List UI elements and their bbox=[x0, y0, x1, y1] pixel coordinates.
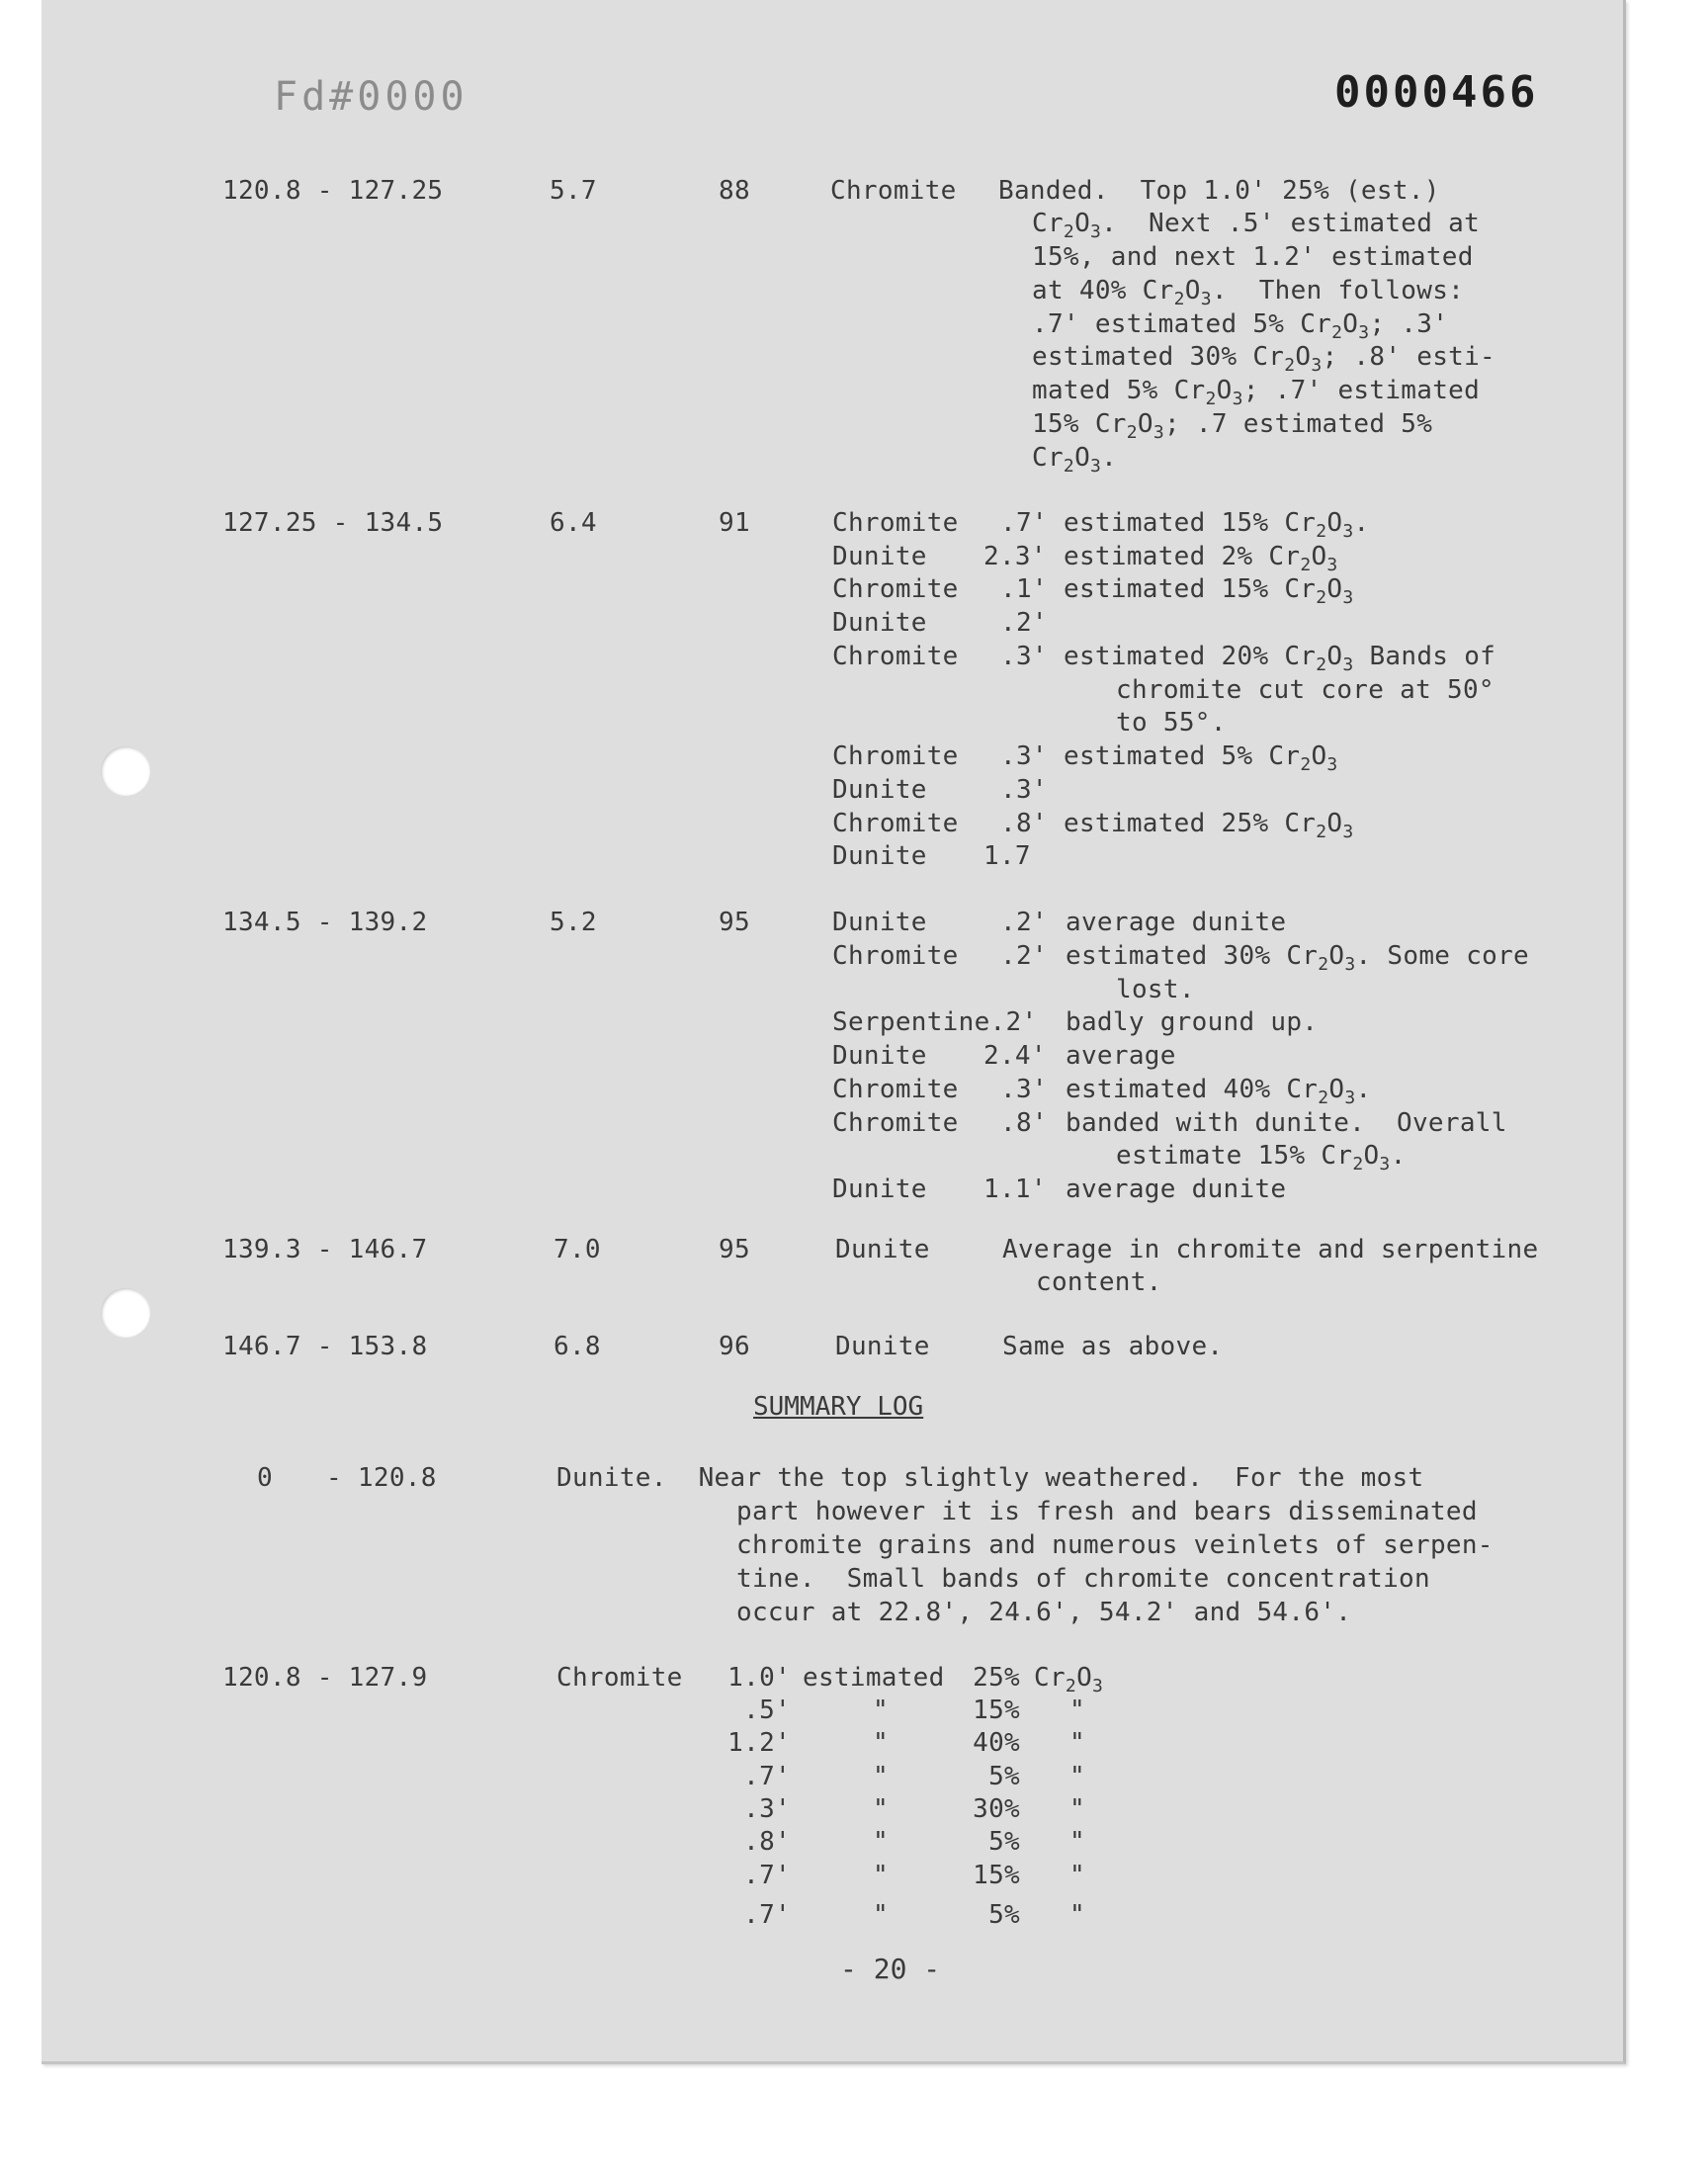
rock-type: Dunite bbox=[835, 1235, 930, 1264]
recovery-percent: 88 bbox=[719, 176, 750, 206]
percent-value: 30% bbox=[973, 1794, 1020, 1824]
description-line: 15% $Cr_2O_3$; .7 estimated 5% bbox=[1032, 409, 1433, 444]
file-stamp: Fd#0000 bbox=[274, 74, 469, 120]
description-line: at 40% $Cr_2O_3$. Then follows: bbox=[1032, 276, 1465, 310]
interval-length: .7' bbox=[1000, 508, 1048, 538]
description-line: mated 5% $Cr_2O_3$; .7' estimated bbox=[1032, 376, 1481, 410]
ditto-mark: " bbox=[1069, 1861, 1085, 1890]
interval-length: 1.0' bbox=[727, 1663, 791, 1693]
page-id-stamp: 0000466 bbox=[1334, 67, 1539, 118]
run-length: 6.8 bbox=[554, 1332, 601, 1361]
interval-length: 2.3' bbox=[983, 542, 1047, 571]
interval-note: estimated 20% $Cr_2O_3$ Bands of bbox=[1064, 642, 1496, 676]
depth-range: 127.25 - 134.5 bbox=[222, 508, 444, 538]
depth-range: 146.7 - 153.8 bbox=[222, 1332, 428, 1361]
rock-type: Dunite bbox=[832, 908, 927, 937]
interval-length: 1.1' bbox=[983, 1174, 1047, 1204]
depth-range: 120.8 - 127.9 bbox=[222, 1663, 428, 1693]
percent-value: 5% bbox=[988, 1900, 1020, 1930]
punch-hole bbox=[101, 746, 150, 796]
percent-value: 25% bbox=[973, 1663, 1020, 1693]
description-line: Banded. Top 1.0' 25% (est.) bbox=[998, 176, 1440, 206]
depth-range: 120.8 - 127.25 bbox=[222, 176, 444, 206]
recovery-percent: 95 bbox=[719, 1235, 750, 1264]
ditto-mark: " bbox=[873, 1827, 889, 1857]
ditto-mark: " bbox=[1069, 1762, 1085, 1791]
recovery-percent: 95 bbox=[719, 908, 750, 937]
interval-note: average bbox=[1066, 1041, 1176, 1071]
interval-length: .7' bbox=[743, 1861, 791, 1890]
interval-length: .8' bbox=[743, 1827, 791, 1857]
summary-line: part however it is fresh and bears disseminated bbox=[736, 1497, 1478, 1526]
interval-note: banded with dunite. Overall bbox=[1066, 1108, 1507, 1138]
rock-type: Chromite bbox=[830, 176, 957, 206]
interval-note: estimated 25% $Cr_2O_3$ bbox=[1064, 809, 1354, 843]
oxide-unit: $Cr_2O_3$ bbox=[1034, 1663, 1104, 1697]
interval-length: .3' bbox=[743, 1794, 791, 1824]
interval-length: .3' bbox=[1000, 642, 1048, 671]
interval-note: estimated 2% $Cr_2O_3$ bbox=[1064, 542, 1338, 576]
interval-length: .3' bbox=[1000, 775, 1048, 805]
interval-note: estimated 15% $Cr_2O_3$ bbox=[1064, 574, 1354, 609]
rock-type: Chromite bbox=[832, 1075, 959, 1104]
interval-length: .7' bbox=[743, 1762, 791, 1791]
description-line: .7' estimated 5% $Cr_2O_3$; .3' bbox=[1032, 309, 1449, 344]
interval-note-continued: estimate 15% $Cr_2O_3$. bbox=[1116, 1141, 1407, 1175]
rock-type: Chromite bbox=[832, 941, 959, 971]
interval-length: .2' bbox=[1000, 908, 1048, 937]
depth-range: 134.5 - 139.2 bbox=[222, 908, 428, 937]
punch-hole bbox=[101, 1288, 150, 1338]
ditto-mark: " bbox=[1069, 1900, 1085, 1930]
recovery-percent: 96 bbox=[719, 1332, 750, 1361]
interval-note-continued: to 55°. bbox=[1116, 708, 1227, 738]
interval-length: .8' bbox=[1000, 809, 1048, 838]
rock-type: Dunite bbox=[832, 1174, 927, 1204]
ditto-mark: " bbox=[873, 1861, 889, 1890]
rock-type: Serpentine.2' bbox=[832, 1007, 1038, 1037]
description-line: Same as above. bbox=[1002, 1332, 1224, 1361]
interval-note: estimated 15% $Cr_2O_3$. bbox=[1064, 508, 1370, 543]
percent-value: 15% bbox=[973, 1861, 1020, 1890]
rock-type: Dunite bbox=[835, 1332, 930, 1361]
interval-length: .2' bbox=[1000, 608, 1048, 638]
interval-length: 1.2' bbox=[727, 1728, 791, 1758]
description-line: $Cr_2O_3$. Next .5' estimated at bbox=[1032, 209, 1481, 243]
interval-length: .2' bbox=[1000, 941, 1048, 971]
summary-line: occur at 22.8', 24.6', 54.2' and 54.6'. bbox=[736, 1598, 1352, 1627]
interval-length: .7' bbox=[743, 1900, 791, 1930]
ditto-mark: " bbox=[1069, 1728, 1085, 1758]
rock-type: Chromite bbox=[832, 508, 959, 538]
depth-from: 0 bbox=[257, 1463, 273, 1493]
run-length: 5.7 bbox=[550, 176, 597, 206]
ditto-mark: " bbox=[873, 1728, 889, 1758]
ditto-mark: " bbox=[873, 1762, 889, 1791]
percent-value: 5% bbox=[988, 1762, 1020, 1791]
run-length: 5.2 bbox=[550, 908, 597, 937]
interval-note: estimated 30% $Cr_2O_3$. Some core bbox=[1066, 941, 1530, 976]
recovery-percent: 91 bbox=[719, 508, 750, 538]
page-number: - 20 - bbox=[840, 1953, 941, 1985]
depth-to: - 120.8 bbox=[326, 1463, 437, 1493]
percent-value: 5% bbox=[988, 1827, 1020, 1857]
percent-value: 40% bbox=[973, 1728, 1020, 1758]
rock-type: Dunite bbox=[832, 608, 927, 638]
interval-length: .3' bbox=[1000, 1075, 1048, 1104]
interval-note: estimated 5% $Cr_2O_3$ bbox=[1064, 741, 1338, 776]
ditto-mark: " bbox=[1069, 1794, 1085, 1824]
interval-note: average dunite bbox=[1066, 1174, 1287, 1204]
summary-log-title: SUMMARY LOG bbox=[753, 1392, 924, 1422]
summary-line: tine. Small bands of chromite concentration bbox=[736, 1564, 1430, 1594]
percent-value: 15% bbox=[973, 1696, 1020, 1725]
ditto-mark: " bbox=[873, 1794, 889, 1824]
summary-line: chromite grains and numerous veinlets of serpen- bbox=[736, 1530, 1494, 1560]
rock-type: Dunite bbox=[832, 775, 927, 805]
rock-type: Dunite bbox=[832, 1041, 927, 1071]
ditto-mark: " bbox=[873, 1696, 889, 1725]
rock-type: Chromite bbox=[556, 1663, 683, 1693]
run-length: 6.4 bbox=[550, 508, 597, 538]
description-line: Average in chromite and serpentine bbox=[1002, 1235, 1539, 1264]
interval-note-continued: lost. bbox=[1116, 975, 1195, 1004]
interval-length: 1.7 bbox=[983, 841, 1031, 871]
summary-line: Dunite. Near the top slightly weathered. For the most bbox=[556, 1463, 1424, 1493]
interval-length: .8' bbox=[1000, 1108, 1048, 1138]
rock-type: Chromite bbox=[832, 1108, 959, 1138]
rock-type: Chromite bbox=[832, 741, 959, 771]
interval-length: .3' bbox=[1000, 741, 1048, 771]
rock-type: Chromite bbox=[832, 809, 959, 838]
description-line: 15%, and next 1.2' estimated bbox=[1032, 242, 1474, 272]
ditto-mark: " bbox=[1069, 1696, 1085, 1725]
description-line: estimated 30% $Cr_2O_3$; .8' esti- bbox=[1032, 342, 1496, 377]
description-line: content. bbox=[1036, 1267, 1162, 1297]
ditto-mark: " bbox=[1069, 1827, 1085, 1857]
description-line: $Cr_2O_3$. bbox=[1032, 443, 1118, 478]
estimate-word: estimated bbox=[803, 1663, 945, 1693]
rock-type: Dunite bbox=[832, 841, 927, 871]
interval-note: average dunite bbox=[1066, 908, 1287, 937]
interval-note-continued: chromite cut core at 50° bbox=[1116, 675, 1494, 705]
interval-length: .5' bbox=[743, 1696, 791, 1725]
interval-note: estimated 40% $Cr_2O_3$. bbox=[1066, 1075, 1372, 1109]
interval-length: 2.4' bbox=[983, 1041, 1047, 1071]
rock-type: Chromite bbox=[832, 642, 959, 671]
interval-length: .1' bbox=[1000, 574, 1048, 604]
depth-range: 139.3 - 146.7 bbox=[222, 1235, 428, 1264]
rock-type: Dunite bbox=[832, 542, 927, 571]
run-length: 7.0 bbox=[554, 1235, 601, 1264]
ditto-mark: " bbox=[873, 1900, 889, 1930]
rock-type: Chromite bbox=[832, 574, 959, 604]
interval-note: badly ground up. bbox=[1066, 1007, 1319, 1037]
